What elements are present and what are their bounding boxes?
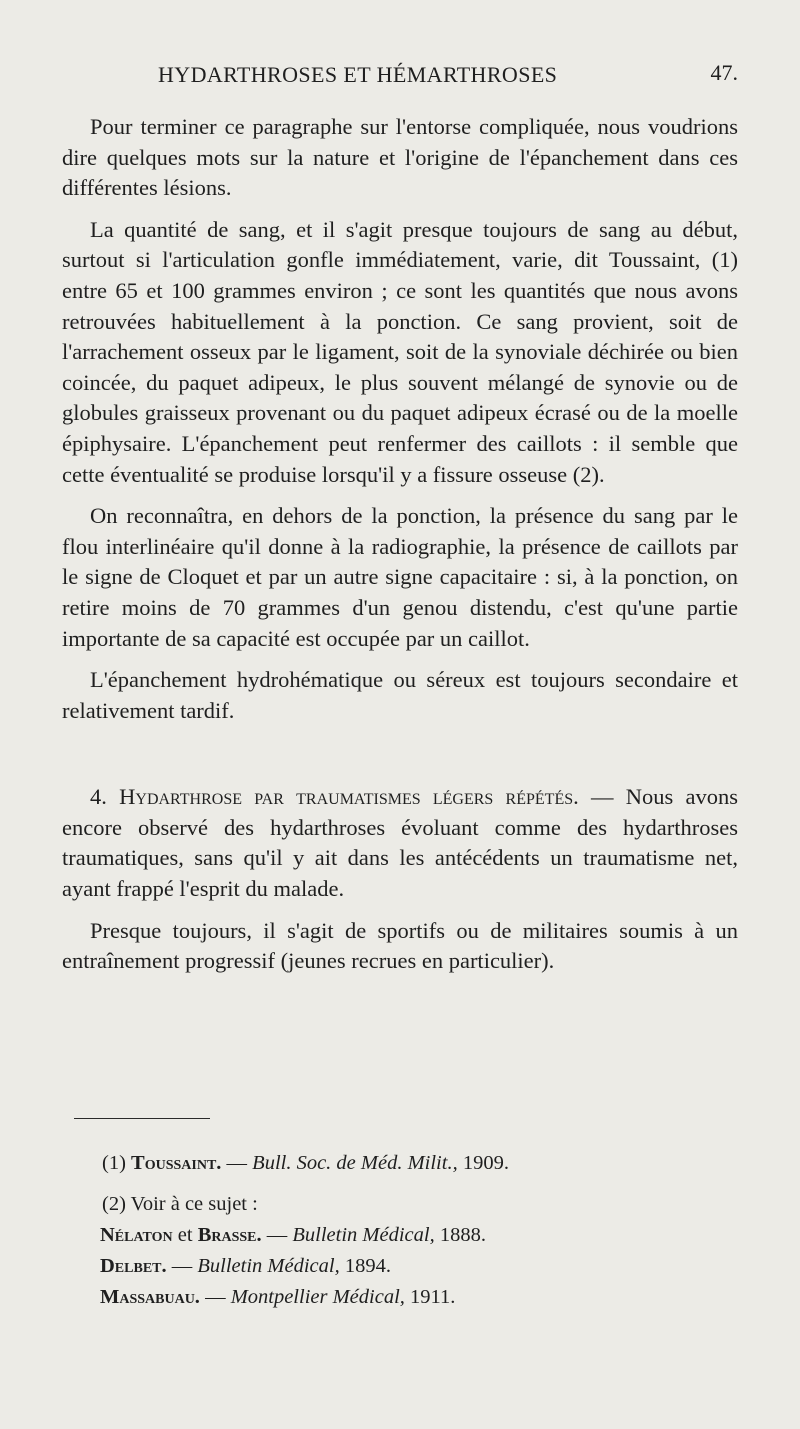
footnote-year: 1909. — [462, 1152, 509, 1174]
reference-dash: — — [171, 1255, 193, 1277]
reference-entry — [100, 1251, 662, 1282]
reference-entry — [100, 1220, 662, 1251]
reference-year: 1894. — [344, 1255, 391, 1277]
page-header — [158, 56, 738, 92]
footnote-dash: — — [226, 1152, 248, 1174]
reference-connector: et — [177, 1224, 193, 1246]
footnote-marker: (2) — [102, 1193, 126, 1215]
paragraph-serous-effusion: L'épanchement hydrohématique ou séreux est toujours secondaire et relativement tardif. — [62, 667, 738, 723]
section-number: 4. — [90, 784, 107, 810]
reference-year: 1888. — [439, 1224, 486, 1246]
reference-author: Delbet. — [100, 1255, 167, 1277]
footnote-journal: Bull. Soc. de Méd. Milit., — [252, 1152, 458, 1174]
reference-entry — [100, 1282, 662, 1313]
paragraph-recognition: On reconnaîtra, en dehors de la ponction, la présence du sang par le flou interlinéaire qu'il donne à la radiographie, la présence de caillots par le signe de Cloquet et par un autre signe capacitaire : si, à la ponction, on retire moins de 70 grammes d'un genou distendu, c'est qu'une partie importante de sa capacité est occupée par un caillot. — [62, 503, 738, 651]
reference-author: Massabuau. — [100, 1286, 200, 1308]
footnote-1 — [102, 1148, 662, 1179]
reference-journal: Bulletin Médical, — [292, 1224, 435, 1246]
reference-year: 1911. — [410, 1286, 456, 1308]
paragraph-athletes: Presque toujours, il s'agit de sportifs ou de militaires soumis à un entraînement progressif (jeunes recrues en particulier). — [62, 917, 738, 974]
paragraph-blood-quantity: La quantité de sang, et il s'agit presque toujours de sang au début, surtout si l'articulation gonfle immédiatement, varie, dit Toussaint, (1) entre 65 et 100 grammes environ ; ce sont les quantités que nous avons retrouvées habituellement à la ponction. Ce sang provient, soit de l'arrachement osseux par le ligament, soit de la synoviale déchirée ou bien coincée, du paquet adipeux, le plus souvent mélangé de synovie ou de globules graisseux provenant ou du paquet adipeux écrasé ou de la moelle épiphysaire. L'épanchement peut renfermer des caillots : il semble que cette éventualité se produise lorsqu'il y a fissure osseuse (2). — [62, 216, 738, 487]
body-text — [62, 112, 738, 988]
footnote-2 — [102, 1189, 662, 1220]
paragraph-intro: Pour terminer ce paragraphe sur l'entorse compliquée, nous voudrions dire quelques mots sur la nature et l'origine de l'épanchement dans ces différentes lésions. — [62, 114, 738, 201]
footnote-marker: (1) — [102, 1152, 126, 1174]
reference-author: Nélaton — [100, 1224, 173, 1246]
footnote-intro-text: Voir à ce sujet : — [130, 1193, 258, 1215]
footnote-author: Toussaint. — [131, 1152, 222, 1174]
reference-dash: — — [205, 1286, 226, 1308]
footnote-separator — [74, 1118, 210, 1119]
reference-author-2: Brasse. — [197, 1224, 262, 1246]
running-head: HYDARTHROSES ET HÉMARTHROSES — [158, 62, 558, 87]
reference-journal: Bulletin Médical, — [197, 1255, 340, 1277]
section-text: — Nous avons encore observé des hydarthroses évoluant comme des hydarthroses traumatiques, sans qu'il y ait dans les antécédents un traumatisme net, ayant frappé l'esprit du malade. — [62, 784, 739, 902]
reference-journal: Montpellier Médical, — [230, 1286, 405, 1308]
reference-dash: — — [266, 1224, 288, 1246]
page-number: 47. — [710, 60, 738, 85]
section-4-paragraph — [62, 782, 738, 904]
section-title: Hydarthrose par traumatismes légers répétés. — [119, 784, 579, 810]
footnotes — [102, 1148, 662, 1313]
